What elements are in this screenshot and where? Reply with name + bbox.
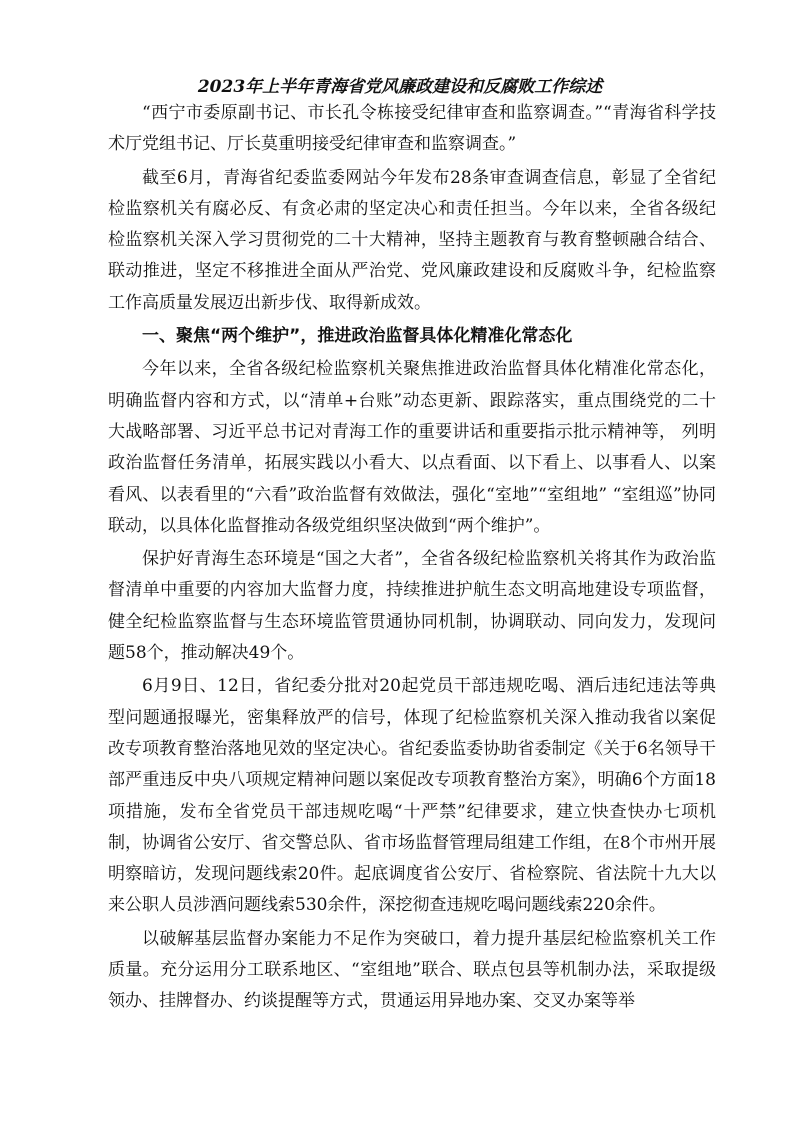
document-body xyxy=(108,98,716,1020)
paragraph-2: 截至6月，青海省纪委监委网站今年发布28条审查调查信息，彰显了全省纪检监察机关有腐必反、有贪必肃的坚定决心和责任担当。今年以来，全省各级纪检监察机关深入学习贯彻党的二十大精神，坚持主题教育与教育整顿融合结合、联动推进，坚定不移推进全面从严治党、党风廉政建设和反腐败斗争，纪检监察工作高质量发展迈出新步伐、取得新成效。 xyxy=(108,167,716,313)
paragraph-1: “西宁市委原副书记、市长孔令栋接受纪律审查和监察调查。”“青海省科学技术厅党组书记、厅长莫重明接受纪律审查和监察调查。” xyxy=(108,103,716,155)
paragraph-4: 保护好青海生态环境是“国之大者”，全省各级纪检监察机关将其作为政治监督清单中重要的内容加大监督力度，持续推进护航生态文明高地建设专项监督，健全纪检监察监督与生态环境监管贯通协同机制，协调联动、同向发力，发现问题58个，推动解决49个。 xyxy=(108,549,716,664)
paragraph-6: 以破解基层监督办案能力不足作为突破口，着力提升基层纪检监察机关工作质量。充分运用分工联系地区、“室组地”联合、联点包县等机制办法，采取提级领办、挂牌督办、约谈提醒等方式，贯通运用异地办案、交叉办案等举 xyxy=(108,928,716,1012)
paragraph-3: 今年以来，全省各级纪检监察机关聚焦推进政治监督具体化精准化常态化，明确监督内容和方式，以“清单+台账”动态更新、跟踪落实，重点围绕党的二十大战略部署、习近平总书记对青海工作的重要讲话和重要指示批示精神等， 列明政治监督任务清单，拓展实践以小看大、以点看面、以下看上、以事看人、以案看风、以表看里的“六看”政治监督有效做法，强化“室地”“室组地” “室组巡”协同联动，以具体化监督推动各级党组织坚决做到“两个维护”。 xyxy=(108,359,716,536)
section-heading-1: 一、聚焦“两个维护”，推进政治监督具体化精准化常态化 xyxy=(142,326,573,347)
paragraph-5: 6月9日、12日，省纪委分批对20起党员干部违规吃喝、酒后违纪违法等典型问题通报曝光，密集释放严的信号，体现了纪检监察机关深入推动我省以案促改专项教育整治落地见效的坚定决心。省纪委监委协助省委制定《关于6名领导干部严重违反中央八项规定精神问题以案促改专项教育整治方案》，明确6个方面18项措施，发布全省党员干部违规吃喝“十严禁”纪律要求，建立快查快办七项机制，协调省公安厅、省交警总队、省市场监督管理局组建工作组，在8个市州开展明察暗访，发现问题线索20件。起底调度省公安厅、省检察院、省法院十九大以来公职人员涉酒问题线索530余件，深挖彻查违规吃喝问题线索220余件。 xyxy=(108,676,716,916)
document-title: 2023年上半年青海省党风廉政建设和反腐败工作综述 xyxy=(197,77,603,97)
